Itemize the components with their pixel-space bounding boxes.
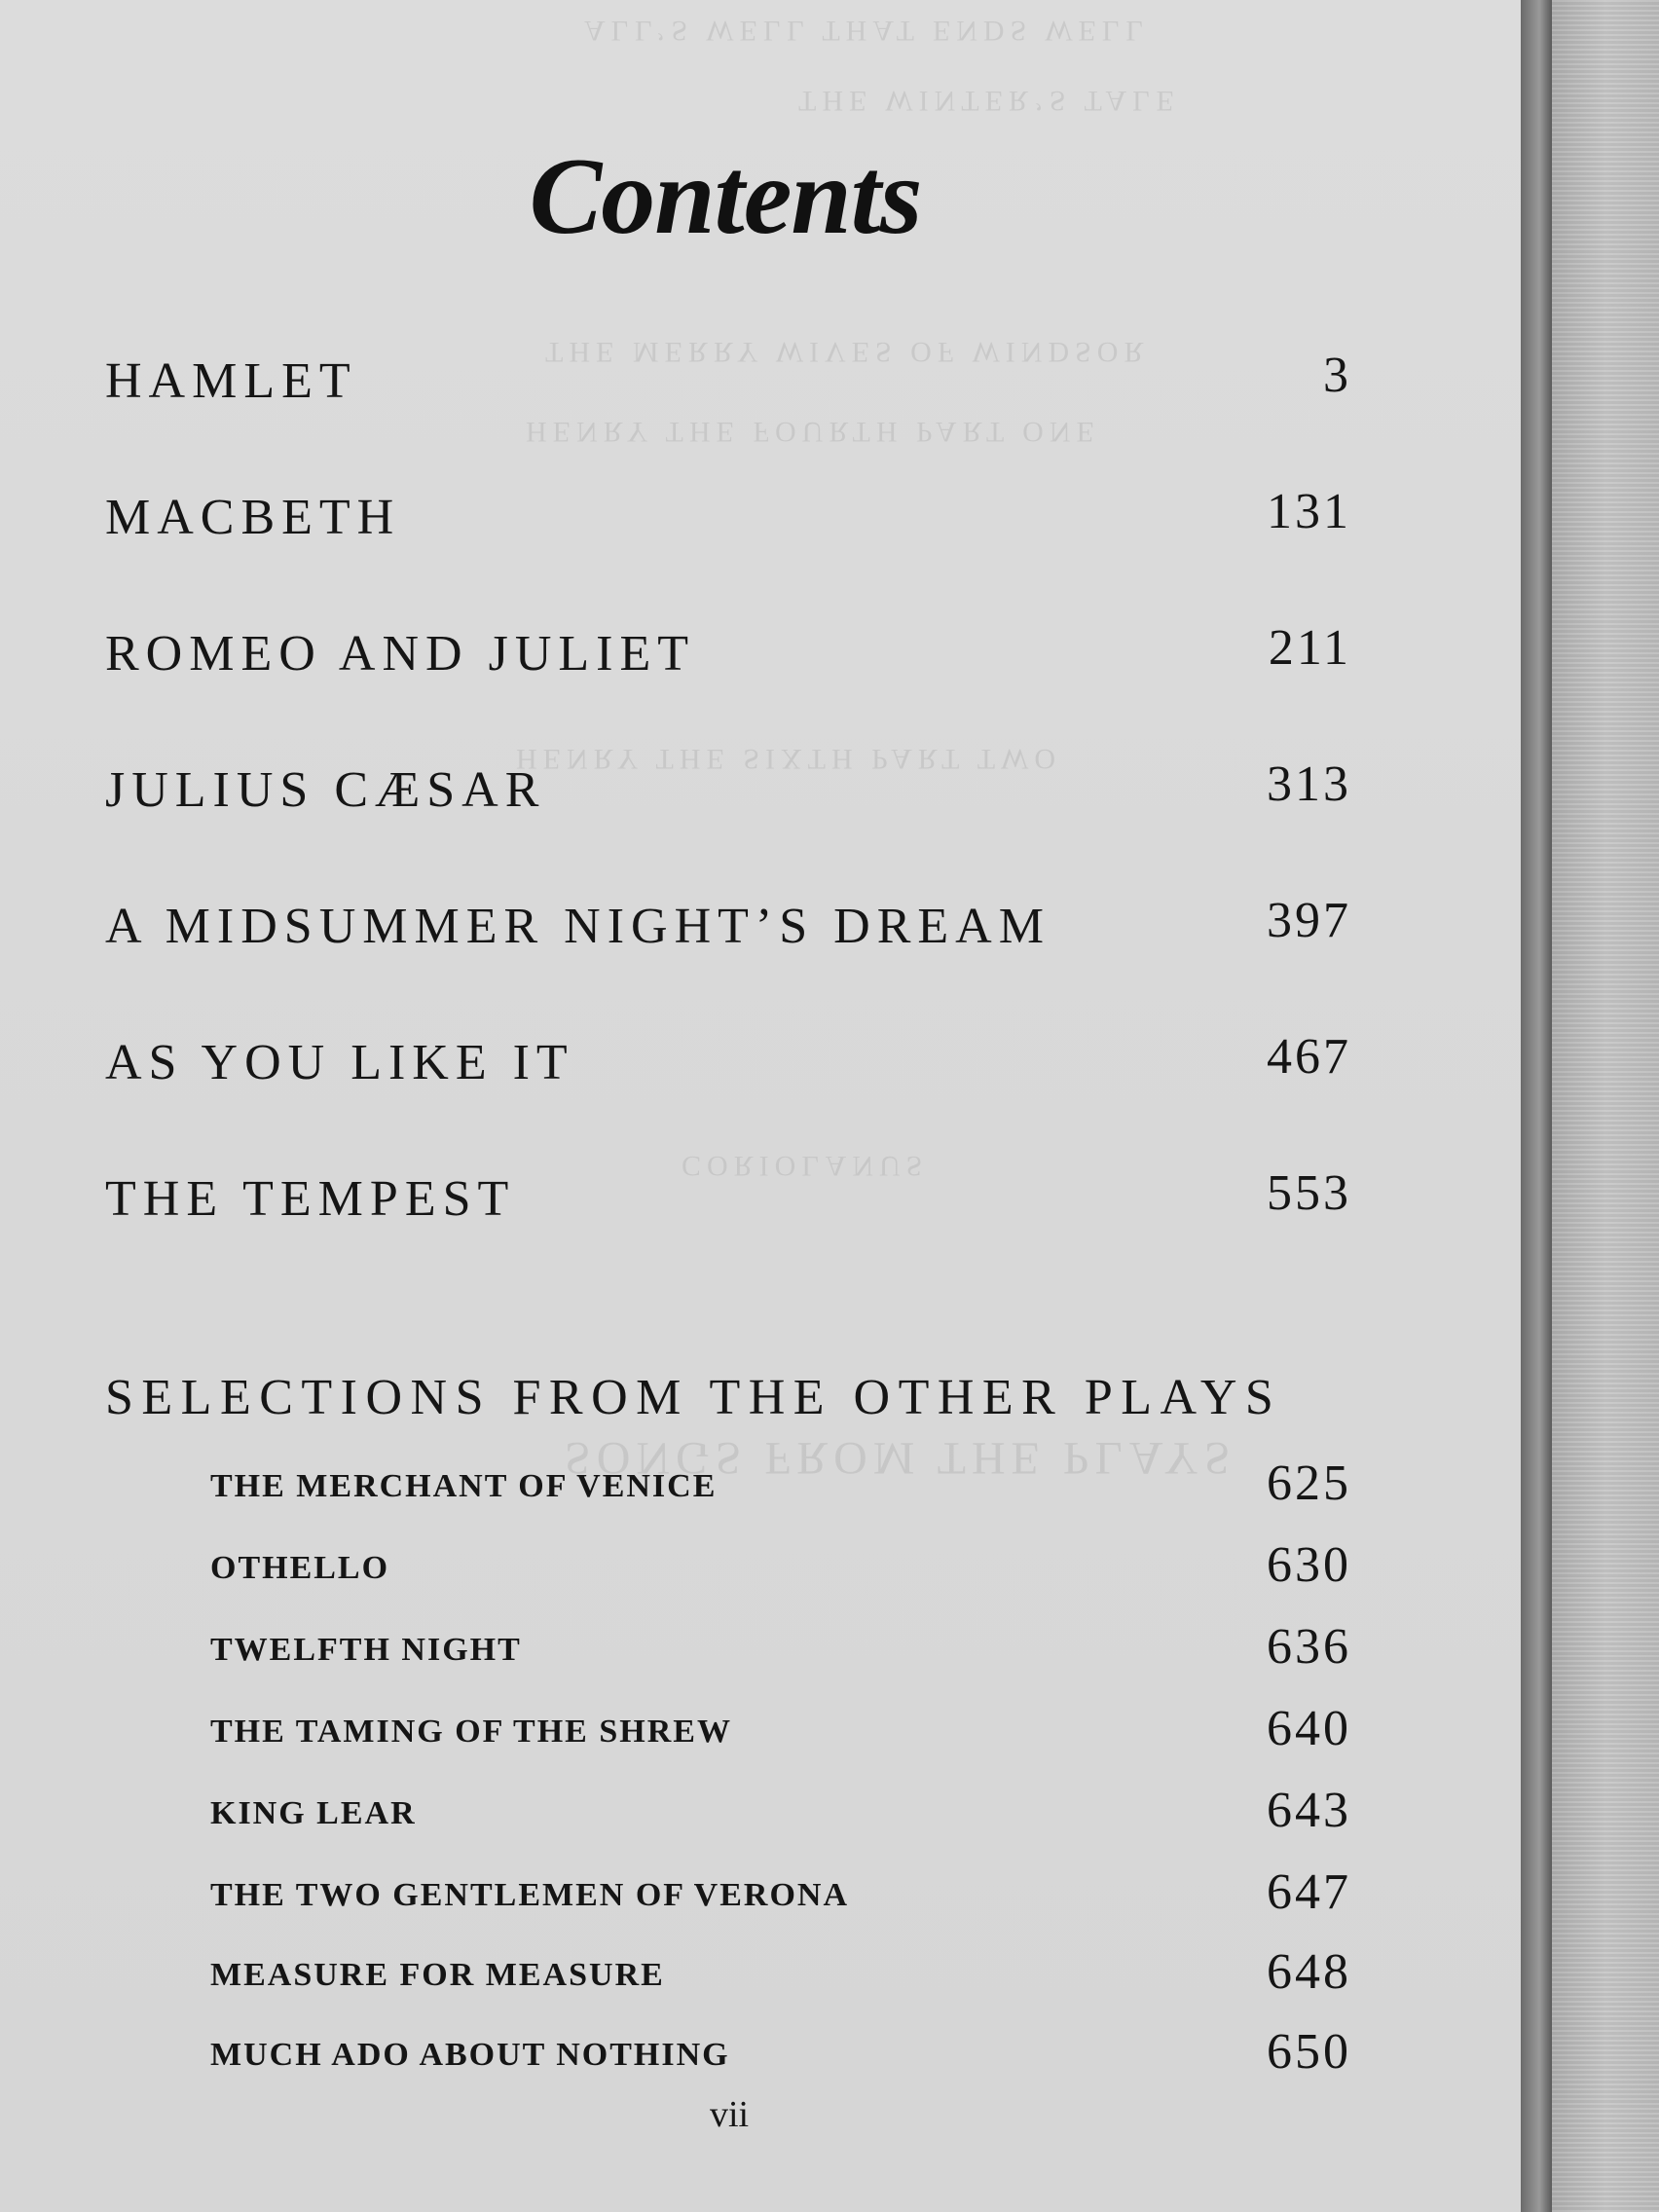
page-title: Contents <box>529 136 922 257</box>
toc-subentry-title: TWELFTH NIGHT <box>210 1632 522 1668</box>
toc-subentry-title: OTHELLO <box>210 1550 390 1586</box>
toc-entry <box>105 620 1351 693</box>
toc-entry-page: 553 <box>1267 1165 1351 1221</box>
toc-subentry-title: THE TWO GENTLEMEN OF VERONA <box>210 1877 850 1913</box>
toc-entry-page: 467 <box>1267 1029 1351 1085</box>
toc-entry <box>105 484 1351 557</box>
toc-subentry <box>210 1619 1351 1684</box>
show-through-text: ALL’S WELL THAT ENDS WELL <box>584 15 1150 47</box>
toc-entry-page: 131 <box>1267 484 1351 539</box>
toc-subentry-title: THE MERCHANT OF VENICE <box>210 1468 718 1504</box>
toc-entry-title: ROMEO AND JULIET <box>105 626 695 682</box>
show-through-text: HENRY THE FOURTH PART ONE <box>526 416 1100 448</box>
show-through-text: CORIOLANUS <box>682 1150 929 1182</box>
book-binding-edge <box>1521 0 1552 2212</box>
toc-entry-page: 313 <box>1267 756 1351 812</box>
toc-subentry <box>210 1537 1351 1603</box>
toc-entry-title: THE TEMPEST <box>105 1171 516 1227</box>
toc-entry <box>105 348 1351 421</box>
toc-subentry-page: 647 <box>1267 1864 1351 1920</box>
toc-subentry <box>210 1944 1351 2009</box>
show-through-text: THE MERRY WIVES OF WINDSOR <box>545 336 1150 368</box>
toc-subentry-title: MUCH ADO ABOUT NOTHING <box>210 2037 730 2073</box>
toc-subentry-page: 643 <box>1267 1783 1351 1838</box>
toc-subentry-page: 650 <box>1267 2024 1351 2080</box>
show-through-text: THE WINTER’S TALE <box>798 85 1180 117</box>
toc-entry <box>105 1029 1351 1102</box>
toc-subentry-page: 630 <box>1267 1537 1351 1593</box>
toc-subentry-title: THE TAMING OF THE SHREW <box>210 1714 732 1750</box>
toc-entry-title: A MIDSUMMER NIGHT’S DREAM <box>105 899 1051 954</box>
toc-entry-title: JULIUS CÆSAR <box>105 762 546 818</box>
toc-entry-title: HAMLET <box>105 353 357 409</box>
toc-subentry-page: 625 <box>1267 1456 1351 1511</box>
toc-entry-page: 211 <box>1268 620 1351 676</box>
toc-subentry <box>210 2024 1351 2089</box>
toc-subentry-page: 636 <box>1267 1619 1351 1675</box>
toc-subentry-page: 648 <box>1267 1944 1351 2000</box>
toc-entry-title: AS YOU LIKE IT <box>105 1035 574 1090</box>
toc-subentry <box>210 1783 1351 1848</box>
toc-entry-page: 3 <box>1323 348 1351 403</box>
book-cover-cloth <box>1552 0 1659 2212</box>
toc-subentry-page: 640 <box>1267 1701 1351 1756</box>
toc-subentry <box>210 1864 1351 1930</box>
toc-entry-title: MACBETH <box>105 490 401 545</box>
toc-entry-page: 397 <box>1267 893 1351 948</box>
show-through-text: HENRY THE SIXTH PART TWO <box>516 743 1062 775</box>
toc-subentry <box>210 1701 1351 1766</box>
page-number: vii <box>709 2094 750 2135</box>
show-through-text: SONGS FROM THE PLAYS <box>565 1432 1236 1484</box>
section-heading: SELECTIONS FROM THE OTHER PLAYS <box>105 1370 1282 1425</box>
toc-subentry-title: MEASURE FOR MEASURE <box>210 1957 665 1993</box>
toc-subentry-title: KING LEAR <box>210 1795 417 1831</box>
toc-entry <box>105 893 1351 966</box>
